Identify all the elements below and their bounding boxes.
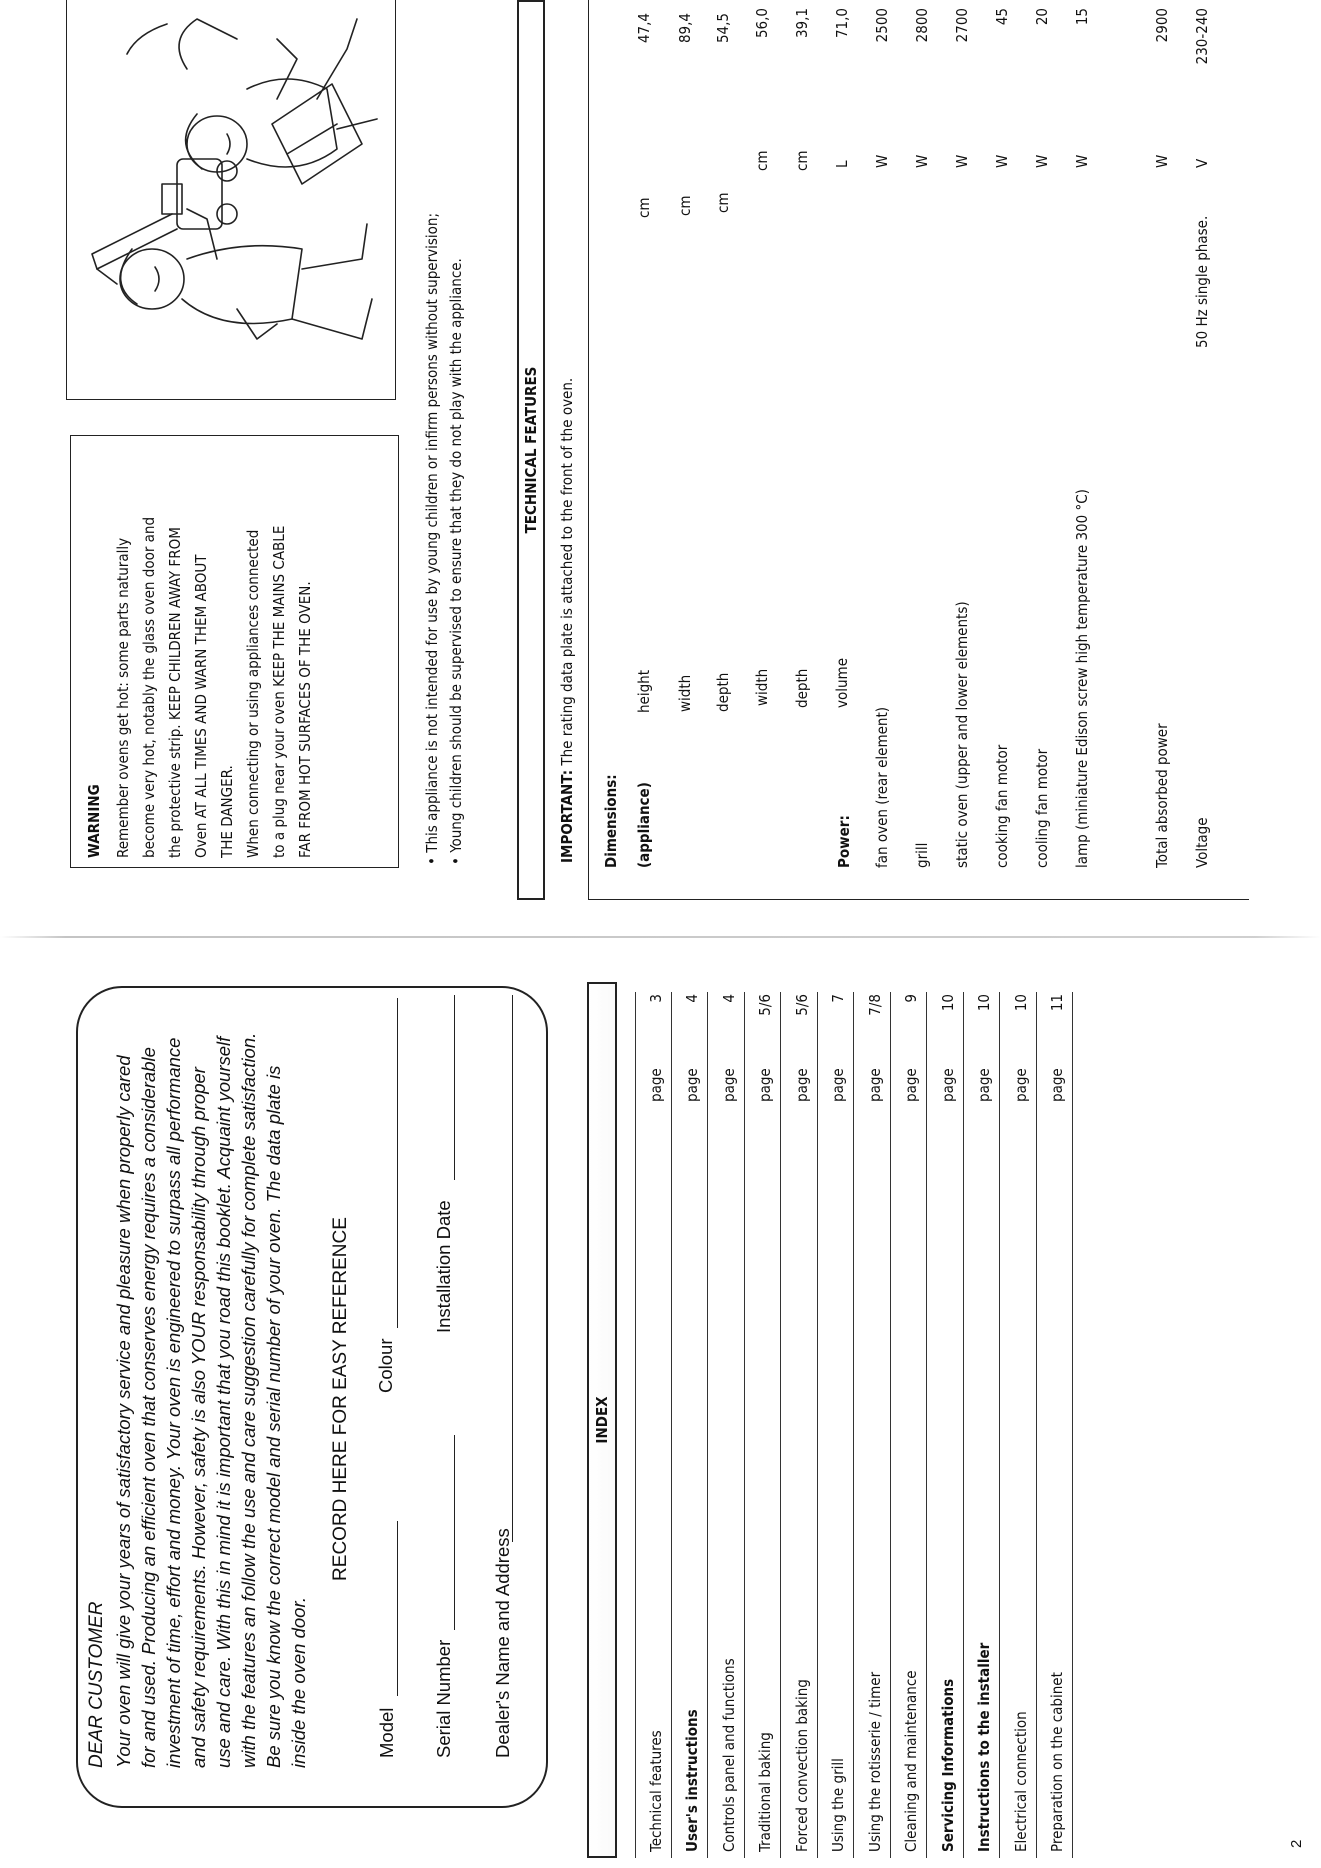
spec-depth: depth	[714, 672, 732, 712]
customer-line: and safety requirements. However, safety is also YOUR responsability through proper	[188, 1067, 209, 1768]
index-row[interactable]: Using the grill page 7	[818, 992, 855, 1858]
index-row[interactable]: User's instructions page 4	[672, 992, 709, 1858]
index-row[interactable]: Forced convection baking page 5/6	[781, 992, 818, 1858]
customer-line: Your oven will give your years of satisfactory service and pleasure when properly cared	[113, 1055, 134, 1768]
value-lamp: 15	[1073, 8, 1091, 26]
spec-voltage: Voltage	[1193, 817, 1211, 868]
record-heading: RECORD HERE FOR EASY REFERENCE	[330, 1217, 351, 1581]
spec-total: Total absorbed power	[1153, 723, 1171, 868]
safety-notes	[420, 5, 468, 865]
model-field[interactable]	[397, 1521, 398, 1696]
spec-static: static oven (upper and lower elements)	[953, 601, 971, 868]
install-label: Installation Date	[433, 1200, 454, 1333]
important-text: The rating data plate is attached to the front of the oven.	[558, 377, 576, 766]
unit-height: cm	[635, 197, 653, 218]
colour-label: Colour	[375, 1338, 396, 1393]
page-number: 2	[1288, 1839, 1305, 1848]
index-row[interactable]: Instructions to the installer page 10	[964, 992, 1001, 1858]
warning-line: FAR FROM HOT SURFACES OF THE OVEN.	[296, 581, 314, 858]
colour-field[interactable]	[397, 998, 398, 1328]
value-oven-width: 56,0	[753, 8, 771, 39]
index-row[interactable]: Preparation on the cabinet page 11	[1037, 992, 1074, 1858]
index-title: INDEX	[593, 1396, 611, 1444]
important-label: IMPORTANT:	[558, 769, 576, 863]
value-grill: 2800	[913, 8, 931, 43]
index-row[interactable]: Using the rotisserie / timer page 7/8	[854, 992, 891, 1858]
bullet-item: • This appliance is not intended for use by young children or infirm persons without supervision;	[423, 213, 441, 865]
value-depth: 54,5	[714, 13, 732, 44]
value-static: 2700	[953, 8, 971, 43]
customer-line: inside the oven door.	[288, 1596, 309, 1768]
value-height: 47,4	[635, 13, 653, 44]
spec-height: height	[635, 669, 653, 713]
bullet-item: • Young children should be supervised to ensure that they do not play with the appliance.	[447, 258, 465, 865]
customer-title: DEAR CUSTOMER	[86, 1601, 107, 1768]
dealer-field[interactable]	[512, 995, 513, 1542]
index-row[interactable]: Technical features page 3	[635, 992, 672, 1858]
index-row[interactable]: Cleaning and maintenance page 9	[891, 992, 928, 1858]
unit-cooking-fan: W	[993, 154, 1011, 168]
tech-title: TECHNICAL FEATURES	[522, 366, 540, 534]
warning-line: THE DANGER.	[218, 765, 236, 858]
voltage-note: 50 Hz single phase.	[1193, 215, 1211, 348]
index-row[interactable]: Controls panel and functions page 4	[708, 992, 745, 1858]
unit-static: W	[953, 154, 971, 168]
value-oven-depth: 39,1	[793, 8, 811, 39]
warning-line: Remember ovens get hot: some parts naturally	[114, 537, 132, 858]
spec-table-frame	[588, 0, 1249, 900]
serial-label: Serial Number	[433, 1639, 454, 1758]
model-label: Model	[376, 1707, 397, 1758]
serial-field[interactable]	[454, 1435, 455, 1630]
install-date-field[interactable]	[454, 995, 455, 1180]
index-list	[635, 992, 1073, 1858]
unit-voltage: V	[1193, 158, 1211, 168]
index-row[interactable]: Servicing Informations page 10	[927, 992, 964, 1858]
customer-line: investment of time, effort and money. Your oven is engineered to surpass all performance	[163, 1037, 184, 1768]
unit-width: cm	[676, 195, 694, 216]
value-cooking-fan: 45	[993, 8, 1011, 26]
value-fan-oven: 2500	[873, 8, 891, 43]
warning-line: to a plug near your oven KEEP THE MAINS CABLE	[270, 525, 288, 858]
dealer-label: Dealer's Name and Address	[492, 1528, 513, 1758]
warning-title: WARNING	[85, 784, 103, 858]
index-header	[587, 982, 617, 1858]
unit-grill: W	[913, 154, 931, 168]
customer-text	[111, 988, 311, 1768]
spec-fan-oven: fan oven (rear element)	[873, 706, 891, 868]
customer-line: for and used. Producing an efficient oven that conserves energy requires a considerable	[138, 1047, 159, 1768]
value-voltage: 230-240	[1193, 8, 1211, 65]
value-cooling-fan: 20	[1033, 8, 1051, 26]
unit-oven-depth: cm	[793, 150, 811, 171]
warning-line: When connecting or using appliances connected	[244, 529, 262, 858]
tech-header	[517, 0, 545, 900]
spec-oven-width: width	[753, 668, 771, 706]
index-row[interactable]: Traditional baking page 5/6	[745, 992, 782, 1858]
spec-oven-depth: depth	[793, 668, 811, 708]
spec-grill: grill	[913, 842, 931, 868]
index-row[interactable]: Electrical connection page 10	[1000, 992, 1037, 1858]
spec-lamp: lamp (miniature Edison screw high temperature 300 °C)	[1073, 489, 1091, 868]
appliance-label: (appliance)	[635, 782, 653, 868]
unit-total: W	[1153, 154, 1171, 168]
unit-lamp: W	[1073, 154, 1091, 168]
power-label: Power:	[835, 815, 853, 868]
dimensions-label: Dimensions:	[602, 774, 620, 868]
value-total: 2900	[1153, 8, 1171, 43]
warning-text	[110, 448, 318, 858]
warning-line: the protective strip. KEEP CHILDREN AWAY FROM	[166, 527, 184, 858]
value-width: 89,4	[676, 13, 694, 44]
customer-line: Be sure you know the correct model and serial number of your oven. The data plate is	[263, 1065, 284, 1768]
spec-volume: volume	[833, 658, 851, 708]
unit-cooling-fan: W	[1033, 154, 1051, 168]
spec-cooking-fan: cooking fan motor	[993, 744, 1011, 868]
value-volume: 71,0	[833, 8, 851, 39]
important-note	[558, 378, 576, 863]
unit-depth: cm	[714, 192, 732, 213]
customer-line: with the features an follow the use and care suggestion carefully for complete satisfaction.	[238, 1032, 259, 1768]
warning-line: become very hot, notably the glass oven door and	[140, 516, 158, 858]
unit-volume: L	[833, 160, 851, 168]
fold-divider	[0, 936, 1321, 938]
warning-line: Oven AT ALL TIMES AND WARN THEM ABOUT	[192, 554, 210, 858]
spec-cooling-fan: cooling fan motor	[1033, 748, 1051, 868]
unit-fan-oven: W	[873, 154, 891, 168]
children-playing-drawing	[67, 0, 395, 399]
children-illustration	[66, 0, 396, 400]
spec-width: width	[676, 674, 694, 712]
unit-oven-width: cm	[753, 150, 771, 171]
customer-line: use and care. With this in mind it is important that you road this booklet. Acquaint yourself	[213, 1036, 234, 1768]
